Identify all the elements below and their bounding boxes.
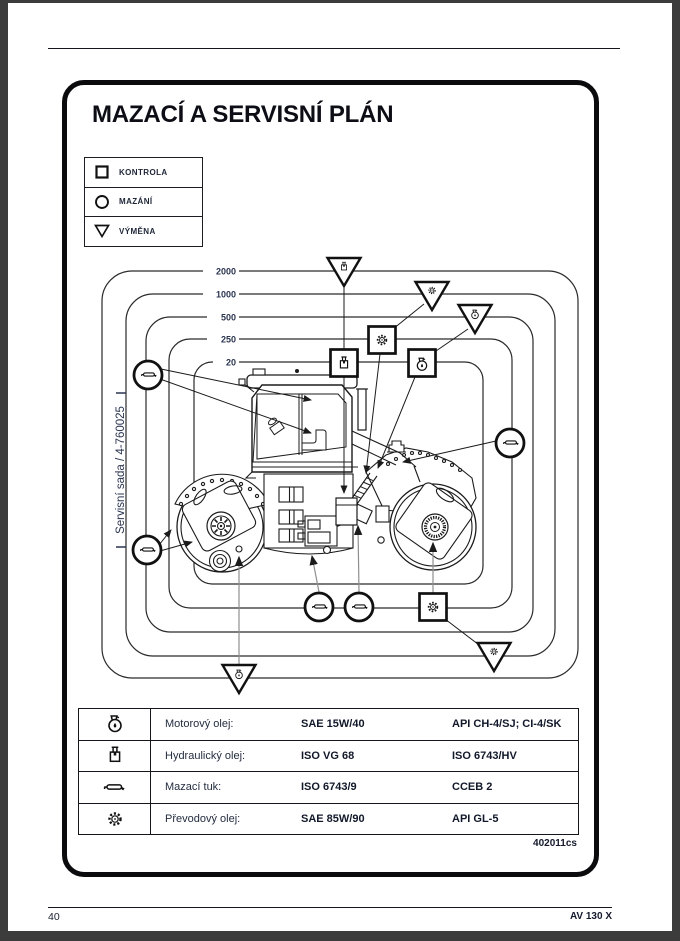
service-plan-diagram	[62, 250, 600, 700]
change-hydraulic-triangle-icon	[328, 258, 361, 286]
legend-label: KONTROLA	[119, 167, 168, 177]
lubricant-spec: SAE 85W/90	[301, 812, 365, 825]
lubricant-label: Motorový olej:	[165, 718, 234, 731]
footer-rule	[48, 907, 612, 908]
check-gear-oil-square-icon	[369, 327, 396, 354]
check-hydraulic-square-icon	[331, 350, 358, 377]
change-gear-oil-triangle-icon	[478, 643, 511, 671]
lubricant-table	[78, 708, 579, 835]
lubricant-label: Hydraulický olej:	[165, 749, 246, 762]
vymena-triangle-icon	[85, 223, 119, 239]
check-gear-oil-square-icon	[420, 594, 447, 621]
check-motor-oil-square-icon	[409, 350, 436, 377]
lubricant-standard: CCEB 2	[452, 781, 493, 794]
grease-point-circle-icon	[134, 361, 162, 389]
grease-gun-icon	[79, 772, 151, 803]
table-row	[79, 803, 578, 835]
change-gear-oil-triangle-icon	[416, 282, 449, 310]
interval-label-1000: 1000	[215, 289, 236, 300]
legend-box	[84, 157, 203, 247]
legend-label: VÝMĚNA	[119, 226, 156, 236]
hydraulic-dipstick-icon	[79, 741, 151, 772]
table-row	[79, 771, 578, 803]
document-code: 402011cs	[533, 838, 577, 849]
interval-label-2000: 2000	[215, 266, 236, 277]
lubricant-standard: ISO 6743/HV	[452, 749, 517, 762]
legend-row-vymena	[85, 216, 202, 246]
lubricant-spec: ISO VG 68	[301, 749, 355, 762]
mazani-circle-icon	[85, 194, 119, 210]
service-kit-label: Servisní sada / 4-760025	[115, 406, 127, 534]
lubricant-label: Převodový olej:	[165, 812, 241, 825]
grease-point-circle-icon	[345, 593, 373, 621]
interval-label-20: 20	[225, 357, 236, 368]
grease-point-circle-icon	[305, 593, 333, 621]
table-row	[79, 740, 578, 772]
lubricant-spec: SAE 15W/40	[301, 718, 365, 731]
lubricant-label: Mazací tuk:	[165, 781, 222, 794]
gear-icon	[79, 804, 151, 835]
page-title: MAZACÍ A SERVISNÍ PLÁN	[92, 101, 394, 128]
interval-label-250: 250	[220, 334, 236, 345]
header-rule	[48, 48, 620, 49]
table-row	[79, 709, 578, 740]
change-motor-oil-triangle-icon	[459, 305, 492, 333]
page-number: 40	[48, 911, 60, 923]
oil-can-icon	[79, 709, 151, 740]
legend-row-mazani	[85, 187, 202, 217]
legend-row-kontrola	[85, 158, 202, 187]
lubricant-spec: ISO 6743/9	[301, 781, 357, 794]
service-kit-label-group	[115, 393, 127, 547]
lubricant-standard: API GL-5	[452, 812, 499, 825]
machine-illustration	[175, 369, 476, 572]
legend-label: MAZÁNÍ	[119, 197, 153, 207]
grease-point-circle-icon	[496, 429, 524, 457]
lubricant-standard: API CH-4/SJ; CI-4/SK	[452, 718, 562, 731]
grease-point-circle-icon	[133, 536, 161, 564]
kontrola-square-icon	[85, 164, 119, 180]
machine-model: AV 130 X	[569, 911, 612, 922]
change-motor-oil-triangle-icon	[223, 665, 256, 693]
interval-label-500: 500	[220, 312, 236, 323]
